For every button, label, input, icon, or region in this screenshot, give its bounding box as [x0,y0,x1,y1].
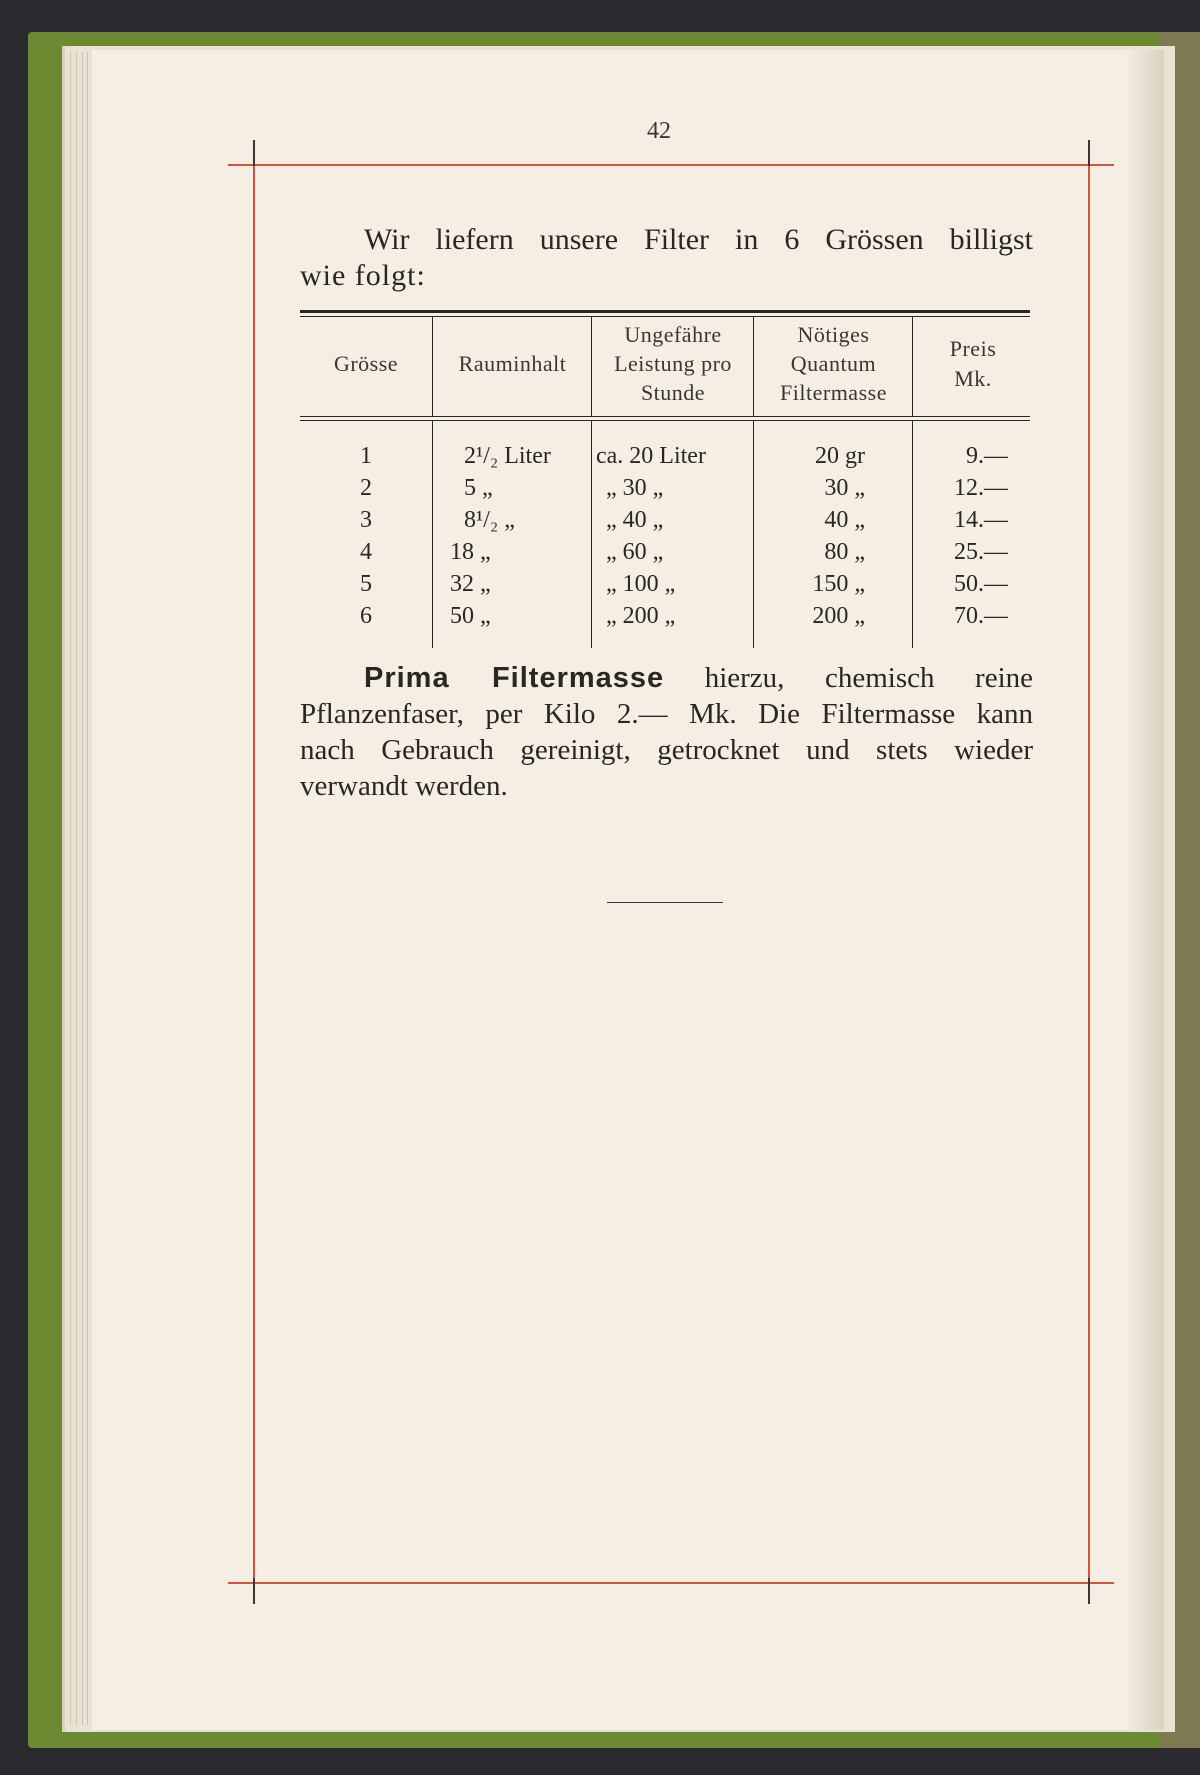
cell-groesse: 4 [360,539,372,565]
page-number: 42 [647,118,671,144]
intro-line-2: wie folgt: [300,259,426,292]
gutter-shadow [1124,50,1164,1730]
column-divider [591,420,592,648]
header-leistung-line1: Ungefähre [624,322,722,347]
page-edge-line [70,52,71,1725]
header-groesse: Grösse [333,351,399,376]
closing-line-2: Pflanzenfaser, per Kilo 2.— Mk. Die Filtermasse kann [300,698,1033,730]
header-bottom-rule [300,416,1030,417]
table-top-rule-thin [300,316,1030,317]
cell-leistung: „ 40 „ [606,507,664,533]
header-leistung-line2: Leistung pro [614,351,732,376]
header-quantum-line1: Nötiges [797,322,870,347]
cell-quantum: 150 „ [812,571,865,597]
header-bottom-rule-2 [300,420,1030,421]
closing-line-3: nach Gebrauch gereinigt, getrocknet und stets wieder [300,734,1033,766]
cell-preis: 25.— [954,539,1008,565]
cell-rauminhalt: 32 „ [450,571,491,597]
closing-paragraph [300,660,1033,804]
header-leistung-line3: Stunde [640,380,706,405]
cell-rauminhalt: 8¹/₂ „ [464,507,515,533]
column-divider [753,420,754,648]
header-rauminhalt: Rauminhalt [458,351,567,376]
cell-leistung: „ 200 „ [606,603,676,629]
cell-groesse: 2 [360,475,372,501]
cell-leistung: „ 100 „ [606,571,676,597]
frame-bottom-rule [228,1582,1114,1584]
column-divider [912,420,913,648]
page-edge-line [87,52,88,1725]
closing-line-1 [300,660,1033,696]
frame-top-rule [228,164,1114,166]
table-top-rule [300,310,1030,313]
header-preis-line2: Mk. [954,366,992,391]
column-divider [591,316,592,416]
cell-quantum: 30 „ [824,475,865,501]
cell-preis: 9.— [966,443,1008,469]
frame-left-rule [253,146,255,1598]
column-divider [912,316,913,416]
header-quantum-line3: Filtermasse [780,380,887,405]
frame-corner-mark [1088,1578,1090,1604]
cell-leistung: ca. 20 Liter [596,443,706,469]
cell-groesse: 6 [360,603,372,629]
frame-corner-mark [1088,140,1090,166]
cell-rauminhalt: 18 „ [450,539,491,565]
cell-preis: 50.— [954,571,1008,597]
cell-groesse: 5 [360,571,372,597]
intro-line-1: Wir liefern unsere Filter in 6 Grössen billigst [364,223,1033,256]
cell-groesse: 3 [360,507,372,533]
cell-rauminhalt: 2¹/₂ Liter [464,443,551,469]
cell-quantum: 20 gr [815,443,865,469]
frame-corner-mark [253,1578,255,1604]
closing-line-1-rest: hierzu, chemisch reine [664,662,1034,694]
cell-leistung: „ 30 „ [606,475,664,501]
cell-leistung: „ 60 „ [606,539,664,565]
cell-preis: 12.— [954,475,1008,501]
cell-groesse: 1 [360,443,372,469]
closing-line-4: verwandt werden. [300,770,508,802]
header-preis-line1: Preis [949,336,997,361]
cell-preis: 14.— [954,507,1008,533]
column-divider [432,420,433,648]
header-quantum-line2: Quantum [790,351,877,376]
page-edge-line [76,52,77,1725]
frame-right-rule [1088,146,1090,1598]
frame-corner-mark [253,140,255,166]
cell-rauminhalt: 5 „ [464,475,493,501]
cell-rauminhalt: 50 „ [450,603,491,629]
cell-quantum: 40 „ [824,507,865,533]
column-divider [753,316,754,416]
cell-quantum: 80 „ [824,539,865,565]
page-edge-line [82,52,83,1725]
cell-preis: 70.— [954,603,1008,629]
column-divider [432,316,433,416]
cell-quantum: 200 „ [812,603,865,629]
closing-bold-lead: Prima Filtermasse [364,662,665,694]
end-rule [607,902,723,903]
